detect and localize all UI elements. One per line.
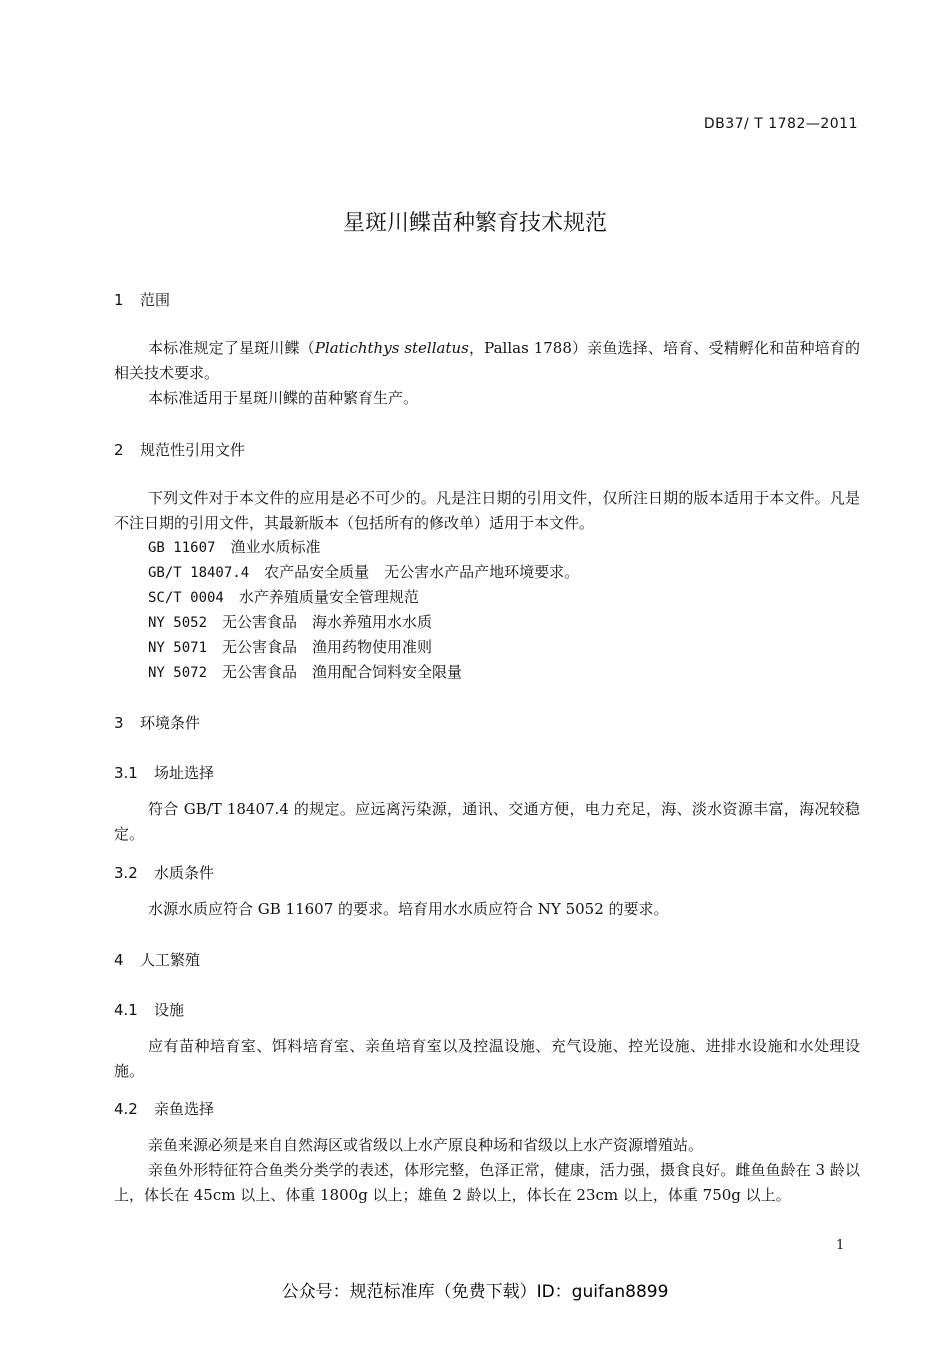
section-number: 2 xyxy=(114,441,124,459)
document-title: 星斑川鲽苗种繁育技术规范 xyxy=(342,211,607,236)
reference-item xyxy=(148,536,320,557)
reference-title: 无公害食品 海水养殖用水水质 xyxy=(222,613,433,631)
section-3-1-paragraph: 符合 GB/T 18407.4 的规定。应远离污染源，通讯、交通方便，电力充足，海、淡水资源丰富，海况较稳定。 xyxy=(114,800,860,843)
section-number: 4.1 xyxy=(114,1001,138,1019)
section-number: 4 xyxy=(114,951,124,969)
section-3-heading xyxy=(114,712,200,733)
section-3-1-heading xyxy=(114,762,214,783)
section-2-paragraph-1: 下列文件对于本文件的应用是必不可少的。凡是注日期的引用文件，仅所注日期的版本适用于本文件。凡是不注日期的引用文件，其最新版本（包括所有的修改单）适用于本文件。 xyxy=(114,489,860,532)
section-title: 环境条件 xyxy=(140,714,201,732)
section-title: 场址选择 xyxy=(154,764,215,782)
latin-name: Platichthys stellatus xyxy=(314,339,469,357)
section-4-2-heading xyxy=(114,1098,214,1119)
reference-code: NY 5071 xyxy=(148,640,208,656)
section-1-paragraph-1 xyxy=(114,336,860,386)
section-4-1-heading xyxy=(114,999,184,1020)
reference-item xyxy=(148,661,462,682)
page-number: 1 xyxy=(836,1238,845,1253)
reference-title: 无公害食品 渔用配合饲料安全限量 xyxy=(222,663,463,681)
standard-number: DB37/ T 1782—2011 xyxy=(703,116,858,132)
reference-code: SC/T 0004 xyxy=(148,590,224,606)
section-number: 4.2 xyxy=(114,1100,138,1118)
section-title: 范围 xyxy=(140,291,171,309)
section-title: 水质条件 xyxy=(154,864,215,882)
reference-title: 农产品安全质量 无公害水产品产地环境要求。 xyxy=(264,563,580,581)
reference-code: NY 5052 xyxy=(148,615,208,631)
section-4-2-paragraph-1: 亲鱼来源必须是来自自然海区或省级以上水产原良种场和省级以上水产资源增殖站。 xyxy=(148,1136,704,1154)
section-title: 人工繁殖 xyxy=(140,951,201,969)
text-span: 本标准规定了星斑川鲽（ xyxy=(148,339,315,357)
text-span: ，Pallas 1788）亲鱼选择、培育、受精孵化和苗种培育的相关技术要求。 xyxy=(114,339,860,382)
reference-item xyxy=(148,611,432,632)
footer-notice: 公众号：规范标准库（免费下载）ID：guifan8899 xyxy=(281,1282,669,1302)
reference-title: 无公害食品 渔用药物使用准则 xyxy=(222,638,433,656)
section-4-1-paragraph: 应有苗种培育室、饵料培育室、亲鱼培育室以及控温设施、充气设施、控光设施、进排水设施和水处理设施。 xyxy=(114,1037,860,1080)
section-number: 3 xyxy=(114,714,124,732)
reference-code: GB 11607 xyxy=(148,540,216,556)
section-1-paragraph-2: 本标准适用于星斑川鲽的苗种繁育生产。 xyxy=(148,389,419,407)
reference-code: NY 5072 xyxy=(148,665,208,681)
reference-code: GB/T 18407.4 xyxy=(148,565,250,581)
reference-title: 水产养殖质量安全管理规范 xyxy=(238,588,419,606)
section-4-2-paragraph-2: 亲鱼外形特征符合鱼类分类学的表述，体形完整，色泽正常，健康，活力强，摄食良好。雌鱼鱼龄在 3 龄以上，体长在 45cm 以上、体重 1800g 以上；雄鱼 2 龄以上，体长在 23cm 以上，体重 750g 以上。 xyxy=(114,1161,860,1204)
reference-item xyxy=(148,561,579,582)
reference-item xyxy=(148,636,432,657)
section-4-heading xyxy=(114,949,200,970)
reference-title: 渔业水质标准 xyxy=(230,538,321,556)
section-title: 规范性引用文件 xyxy=(140,441,246,459)
section-3-2-paragraph: 水源水质应符合 GB 11607 的要求。培育用水水质应符合 NY 5052 的要求。 xyxy=(148,900,669,918)
section-number: 3.2 xyxy=(114,864,138,882)
section-title: 设施 xyxy=(154,1001,185,1019)
reference-item xyxy=(148,586,419,607)
section-1-heading xyxy=(114,289,170,310)
section-title: 亲鱼选择 xyxy=(154,1100,215,1118)
section-number: 1 xyxy=(114,291,124,309)
section-3-2-heading xyxy=(114,862,214,883)
section-number: 3.1 xyxy=(114,764,138,782)
section-2-heading xyxy=(114,439,245,460)
